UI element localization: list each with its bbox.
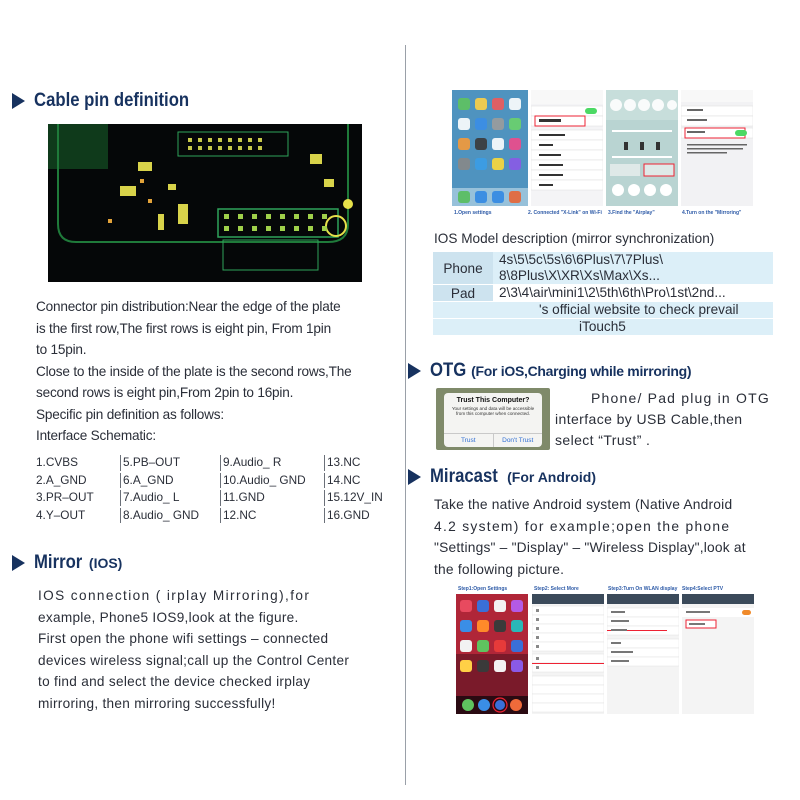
pin-cell: 6.A_GND (120, 473, 220, 489)
ios-control-center-screenshot (606, 90, 678, 206)
mirror-line: First open the phone wifi settings – connected (38, 631, 329, 646)
right-column (400, 0, 800, 800)
triangle-bullet-icon (12, 93, 25, 109)
android-select-ptv-screenshot (682, 594, 754, 714)
trust-dialog-screenshot (436, 388, 550, 450)
miracast-heading: Miracast (For Android) (408, 466, 596, 488)
cable-line: Specific pin definition as follows: (36, 406, 224, 422)
pin-cell: 16.GND (324, 508, 394, 524)
otg-line: interface by USB Cable,then (555, 411, 743, 427)
pin-cell: 1.CVBS (36, 455, 78, 469)
cable-line: second rows is eight pin,From 2pin to 16pin. (36, 385, 294, 400)
ios-wifi-screenshot (531, 90, 603, 206)
pin-cell: 14.NC (324, 473, 394, 489)
model-label (433, 319, 493, 335)
otg-line: select “Trust” . (555, 432, 651, 448)
model-label: Phone (433, 252, 493, 284)
miracast-line: Take the native Android system (Native Android (434, 497, 733, 512)
otg-heading: OTG (For iOS,Charging while mirroring) (408, 360, 691, 382)
triangle-bullet-icon (12, 555, 25, 571)
pin-cell: 8.Audio_ GND (120, 508, 220, 524)
pin-cell: 3.PR–OUT (36, 490, 94, 504)
otg-line: Phone/ Pad plug in OTG (591, 390, 770, 406)
pin-cell: 5.PB–OUT (120, 455, 220, 471)
model-value: iTouch5 (493, 319, 773, 335)
mirror-line: devices wireless signal;call up the Control Center (38, 652, 350, 668)
miracast-description (434, 494, 779, 580)
android-home-screenshot (456, 594, 528, 714)
model-row-pad (433, 285, 773, 302)
triangle-bullet-icon (408, 469, 421, 485)
model-value: 2\3\4\air\mini1\2\5th\6th\Pro\1st\2nd... (493, 285, 773, 301)
pin-cell: 2.A_GND (36, 472, 87, 487)
mirror-line: example, Phone5 IOS9,look at the figure. (38, 609, 299, 625)
trust-dialog-title: Trust This Computer? (456, 397, 530, 404)
pin-cell: 10.Audio_ GND (220, 473, 324, 489)
pin-cell: 4.Y–OUT (36, 507, 86, 522)
android-step-caption: Step2: Select More (534, 586, 579, 592)
pin-cell: 12.NC (220, 508, 324, 524)
android-wlan-display-screenshot (607, 594, 679, 714)
mirror-line: mirroring, then mirroring successfully! (38, 695, 276, 711)
pcb-connector-image (48, 124, 362, 282)
pin-cell: 11.GND (220, 490, 324, 506)
cable-heading: Cable pin definition (12, 90, 210, 112)
mirror-heading: Mirror (IOS) (12, 552, 122, 574)
pin-cell: 7.Audio_ L (120, 490, 220, 506)
ios-step-caption: 1.Open settings (454, 210, 492, 216)
otg-description (555, 388, 777, 451)
ios-airplay-screenshot (681, 90, 753, 206)
miracast-line: 4.2 system) for example;open the phone (434, 518, 731, 534)
android-more-screenshot (532, 594, 604, 714)
model-label: Pad (433, 285, 493, 301)
android-step-caption: Step1:Open Settings (458, 586, 508, 592)
model-value: 's official website to check prevail (493, 302, 773, 318)
ios-home-screenshot (452, 90, 528, 206)
cable-line: Connector pin distribution:Near the edge of the plate (36, 299, 341, 314)
cable-line: Close to the inside of the plate is the second rows,The (36, 363, 352, 379)
trust-button[interactable]: Trust (460, 437, 476, 444)
ios-step-caption: 2. Connected "X-Link" on Wi-Fi (528, 210, 602, 216)
mirror-line: to find and select the device checked irplay (38, 674, 311, 689)
pin-cell: 13.NC (324, 455, 394, 471)
model-row-itouch (433, 319, 773, 336)
pin-cell: 15.12V_IN (324, 490, 394, 506)
pin-definition-table (36, 455, 394, 523)
trust-dialog-buttons (444, 433, 542, 447)
android-step-caption: Step4:Select PTV (682, 586, 724, 592)
model-table-title: IOS Model description (mirror synchronization) (434, 231, 715, 246)
dont-trust-button[interactable]: Don't Trust (493, 434, 543, 447)
model-table (433, 252, 773, 336)
android-step-caption: Step3:Turn On WLAN display (608, 586, 678, 592)
ios-step-caption: 4.Turn on the "Mirroring" (682, 210, 742, 216)
model-row-note (433, 302, 773, 319)
cable-line: to 15pin. (36, 342, 87, 357)
model-value: 4s\5\5c\5s\6\6Plus\7\7Plus\ 8\8Plus\X\XR\Xs\Max\Xs... (493, 252, 773, 284)
miracast-line: the following picture. (434, 561, 565, 577)
pin-cell: 9.Audio_ R (220, 455, 324, 471)
miracast-line: "Settings" – "Display" – "Wireless Display",look at (434, 540, 746, 555)
cable-line: is the first row,The first rows is eight pin, From 1pin (36, 320, 331, 336)
trust-dialog (444, 393, 542, 447)
cable-description (36, 296, 386, 447)
cable-line: Interface Schematic: (36, 428, 156, 443)
ios-step-caption: 3.Find the "Airplay" (608, 210, 655, 216)
triangle-bullet-icon (408, 363, 421, 379)
mirror-description (38, 585, 383, 714)
mirror-line: IOS connection ( irplay Mirroring),for (38, 588, 311, 603)
trust-dialog-body: Your settings and data will be accessible from this computer when connected. (451, 406, 535, 417)
model-row-phone (433, 252, 773, 285)
model-label (433, 302, 493, 318)
